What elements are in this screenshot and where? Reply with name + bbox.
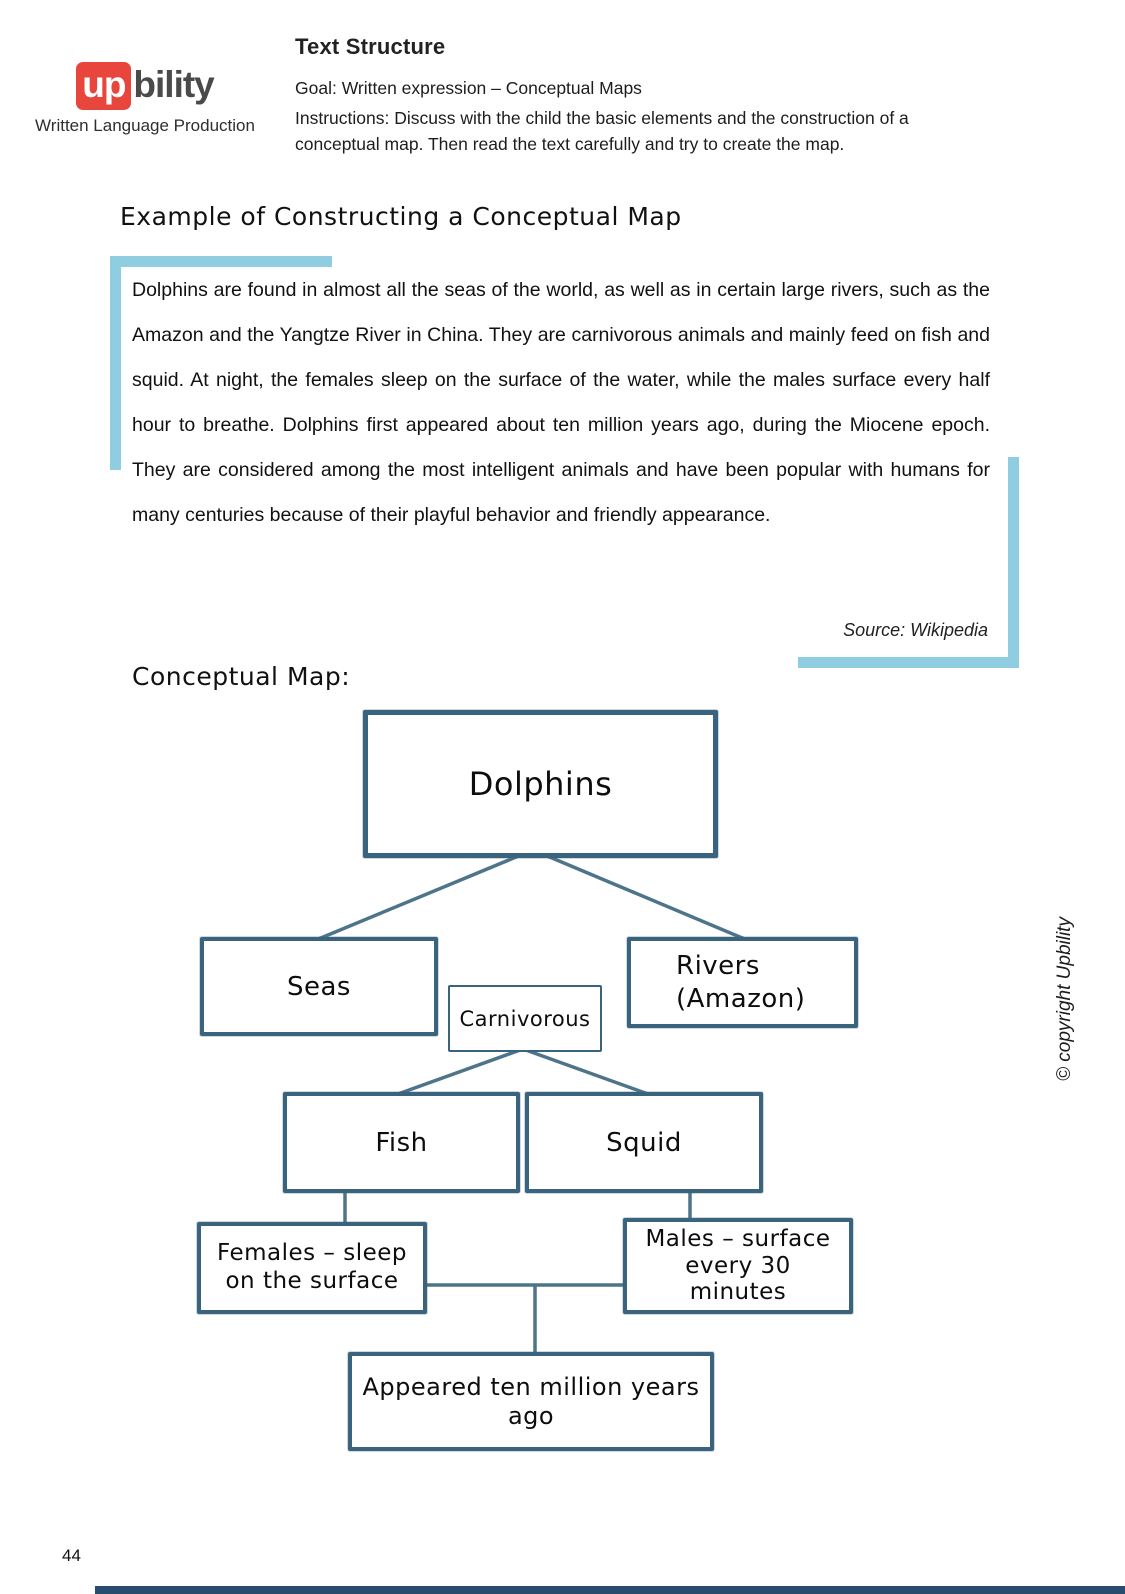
passage-text: Dolphins are found in almost all the seas of the world, as well as in certain large rivers, such as the Amazon and the Yangtze River in China. They are carnivorous animals and mainly feed on fish and squid. At night, the females sleep on the surface of the water, while the males surface every half hour to breathe. Dolphins first appeared about ten million years ago, during the Miocene epoch. They are considered among the most intelligent animals and have been popular with humans for many centuries because of their playful behavior and friendly appearance.: [132, 279, 990, 526]
concept-node-males: Males – surface every 30 minutes: [623, 1218, 853, 1314]
page-title: Text Structure: [295, 34, 446, 59]
logo-up-badge: up: [76, 62, 131, 110]
concept-node-carnivorous: Carnivorous: [448, 985, 602, 1052]
conceptual-map-label: Conceptual Map:: [132, 662, 351, 691]
concept-node-dolphins: Dolphins: [363, 710, 718, 858]
page-number: 44: [62, 1546, 81, 1565]
concept-node-appeared: Appeared ten million years ago: [348, 1352, 714, 1451]
source-attribution: Source: Wikipedia: [843, 620, 988, 640]
concept-node-seas: Seas: [200, 937, 438, 1036]
copyright-vertical-text: © copyright Upbility: [1054, 917, 1075, 1081]
section-heading: Example of Constructing a Conceptual Map: [120, 202, 682, 231]
concept-node-females: Females – sleep on the surface: [197, 1222, 427, 1314]
goal-line: Goal: Written expression – Conceptual Maps: [295, 78, 642, 98]
concept-node-squid: Squid: [525, 1092, 763, 1193]
concept-node-fish: Fish: [283, 1092, 520, 1193]
logo-subtitle: Written Language Production: [35, 116, 255, 135]
logo-bility-text: bility: [133, 64, 214, 105]
instructions-line: Instructions: Discuss with the child the basic elements and the construction of a conceptual map. Then read the text carefully and try to create the map.: [295, 108, 909, 154]
concept-node-rivers: Rivers (Amazon): [627, 937, 858, 1028]
